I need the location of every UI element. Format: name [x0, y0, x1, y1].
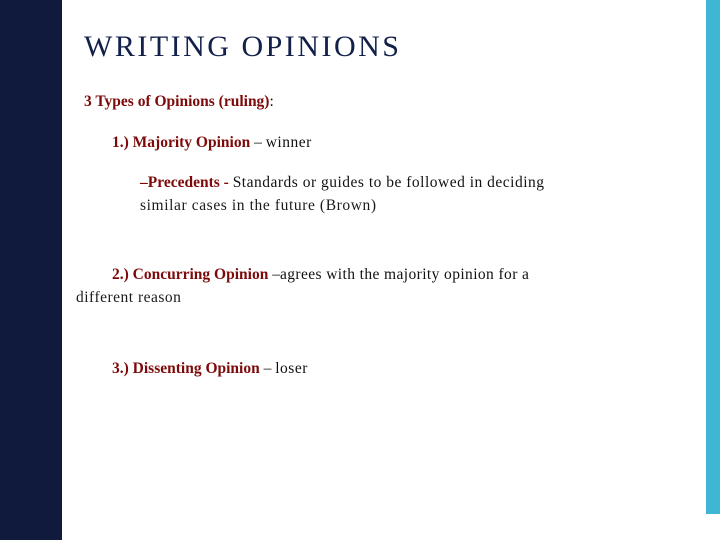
list-item-majority-term: 1.) Majority Opinion: [112, 133, 251, 151]
right-accent-bar-gap: [706, 514, 720, 540]
list-item-dissenting-term: 3.) Dissenting Opinion: [112, 359, 260, 377]
list-item-dissenting: [112, 359, 698, 380]
list-item-concurring: [112, 265, 712, 286]
slide-content: [62, 0, 706, 540]
list-item-concurring-dash: –: [272, 265, 280, 283]
list-item-dissenting-definition: loser: [275, 359, 308, 377]
sub-item-precedents-definition: Standards or guides to be followed in deciding: [232, 173, 545, 191]
body-heading-colon: :: [269, 93, 274, 110]
body-heading: [84, 92, 698, 113]
slide-body: [62, 92, 698, 379]
body-heading-label: 3 Types of Opinions (ruling): [84, 93, 270, 110]
list-item-majority-dash: –: [254, 133, 262, 151]
sub-item-precedents: [140, 173, 698, 194]
list-item-concurring-term: 2.) Concurring Opinion: [112, 265, 269, 283]
page-title: WRITING OPINIONS: [84, 30, 402, 63]
list-item-concurring-definition: agrees with the majority opinion for a: [279, 265, 530, 283]
sub-item-precedents-term: –Precedents -: [140, 173, 229, 191]
list-item-majority-definition: winner: [265, 133, 312, 151]
list-item-dissenting-dash: –: [263, 359, 272, 377]
list-item-concurring-definition-line2: different reason: [76, 288, 182, 306]
list-item-majority: [112, 133, 698, 154]
sub-item-precedents-definition-line2: similar cases in the future (Brown): [140, 196, 377, 214]
